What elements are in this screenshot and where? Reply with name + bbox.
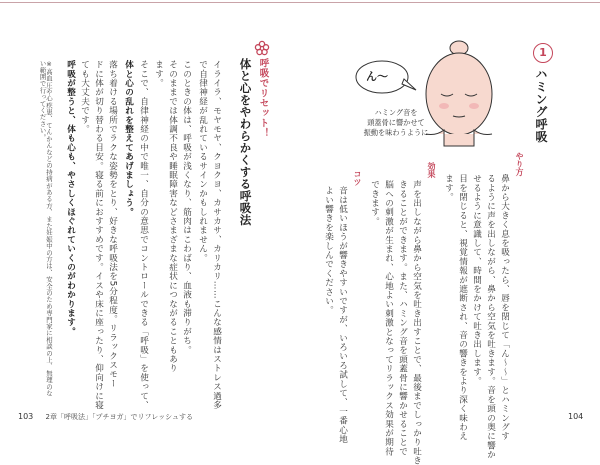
speech-bubble-text: ん〜 — [366, 70, 388, 83]
top-rule — [0, 2, 300, 3]
section-number-badge — [533, 43, 553, 63]
method-line: 目を閉じると、視覚情報が遮断され、音の響きをより深く味わえ — [457, 174, 468, 441]
effect-label: 効果 — [427, 162, 436, 178]
section-number: 1 — [539, 46, 547, 59]
chapter-title: 2章「呼吸法」「プチヨガ」でリフレッシュする — [45, 413, 193, 421]
left-page — [0, 0, 300, 433]
caption-line: 振動を味わうように — [363, 128, 429, 137]
tip-line: 音は低いほうが響きやすいですが、いろいろ試して、一番心地 — [337, 186, 348, 444]
footer — [18, 412, 193, 422]
paragraph-line: ても大丈夫です。 — [79, 60, 90, 134]
paragraph-line-emphasis: 呼吸が整うと、体も心も、やさしくほぐれていくのがわかります。 — [65, 60, 76, 336]
paragraph-line: そこで、自律神経の中で唯一、自分の意思でコントロールできる「呼吸」を使って、 — [138, 60, 149, 410]
footnote: ※高血圧や心疾患、てんかんなどの持病がある方、また妊娠中の方は、安全のため専門家に相談の上、無理のない範囲で行ってください。 — [38, 60, 53, 397]
top-rule — [300, 2, 600, 3]
method-line: 鼻から大きく息を吸ったら、唇を閉じて「ん〜〜」とハミングす — [499, 174, 510, 441]
flower-icon — [254, 40, 270, 56]
page-number: 103 — [18, 412, 34, 421]
tip-line: よい響きを楽しんでください。 — [323, 186, 334, 315]
method-label: やり方 — [515, 152, 524, 176]
face-illustration — [344, 34, 504, 174]
right-page — [300, 0, 600, 465]
paragraph-line: このときの体は、呼吸が浅くなり、筋肉はこわばり、血液も滞りがち。 — [181, 60, 192, 355]
page-number: 104 — [568, 412, 584, 421]
effect-line: きることができます。また、ハミング音を頭蓋骨に響かせることで — [397, 180, 408, 456]
effect-line: 脳への刺激が生まれ、心地よい刺激となってリラックス効果が期待 — [383, 180, 394, 456]
page-title: 体と心をやわらかくする呼吸法 — [238, 58, 253, 226]
section-title: ハミング呼吸 — [534, 68, 548, 143]
paragraph-line: ドに体が切り替わる目安。寝る前におすすめです。イスや床に座ったり、仰向けに寝 — [93, 60, 104, 410]
paragraph-line: イライラ、モヤモヤ、クヨクヨ、カサカサ、カリカリ……こんな感情はストレス過多 — [211, 60, 222, 410]
paragraph-line: そのままでは体調不良や睡眠障害などさまざまな症状につながることもあり — [167, 60, 178, 373]
humming-illustration — [344, 34, 504, 174]
method-line: せるように意識して、時間をかけて吐き出します。 — [471, 174, 482, 386]
title-sub: 呼吸でリセット！ — [257, 58, 269, 138]
paragraph-line: で自律神経が乱れているサインかもしれません。 — [197, 60, 208, 263]
caption-line: 頭蓋骨に響かせて — [367, 118, 425, 127]
effect-line: できます。 — [369, 180, 380, 226]
method-line: るように声を出しながら、鼻から空気を吐きます。音を頭の奥に響か — [485, 174, 496, 460]
tip-label: コツ — [353, 170, 362, 186]
method-line: ます。 — [443, 174, 454, 202]
paragraph-line-emphasis: 体と心の乱れを整えてあげましょう。 — [123, 60, 134, 217]
caption-line: ハミング音を — [374, 108, 418, 117]
paragraph-line: ます。 — [153, 60, 164, 88]
paragraph-line: 落ち着ける場所でラクな姿勢をとり、好きな呼吸法を5分程度。リラックスモー — [107, 60, 118, 389]
illustration-caption — [354, 108, 438, 138]
effect-line: 声を出しながら鼻から空気を吐き出すことで、最後までしっかり吐き — [411, 180, 422, 465]
